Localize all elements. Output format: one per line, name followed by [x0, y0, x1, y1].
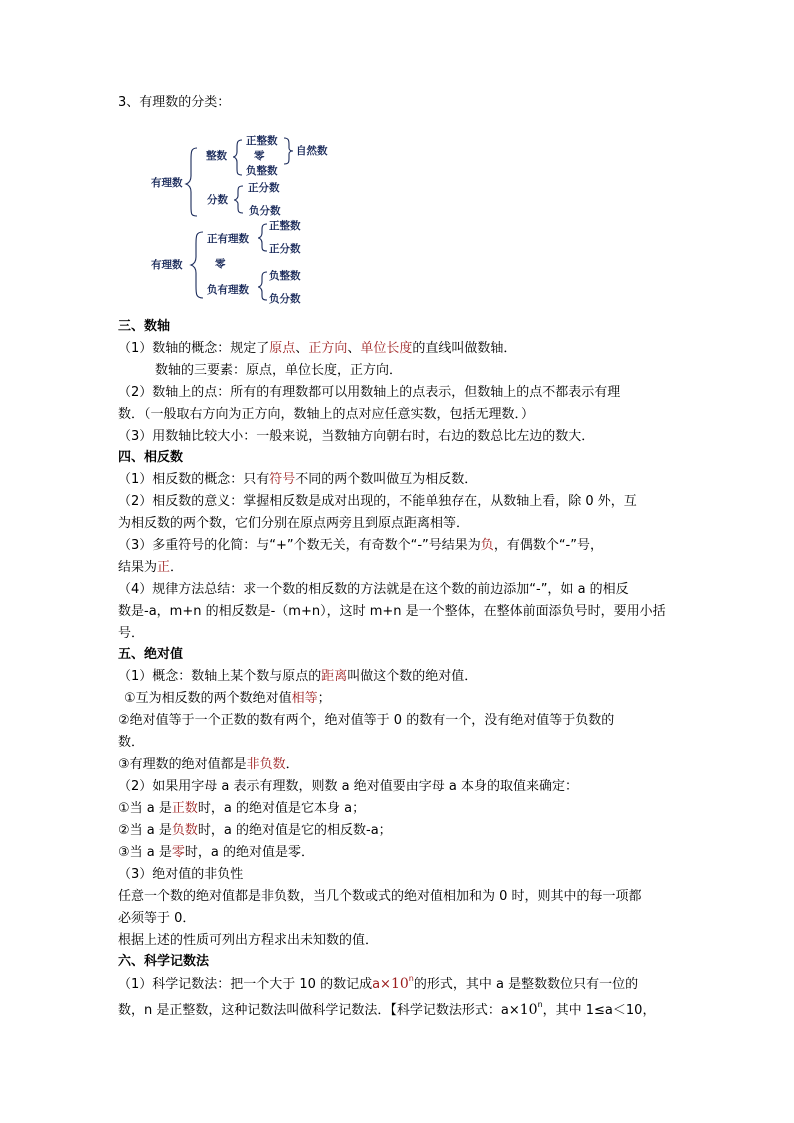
scientific-concept-1: （1）科学记数法：把一个大于 10 的数记成$a\times 10^n$的形式，其中 a 是整数数位只有一位的 — [118, 974, 639, 992]
number-line-compare: （3）用数轴比较大小：一般来说，当数轴方向朝右时，右边的数总比左边的数大． — [118, 429, 595, 444]
absolute-case-zero: ③当 a 是零时，a 的绝对值是零． — [118, 845, 315, 860]
opposite-summary-2: 数是-a，m+n 的相反数是-（m+n），这时 m+n 是一个整体，在整体前面添负号时，要用小括 — [118, 604, 666, 619]
d2-neg-frac: 负分数 — [269, 293, 301, 305]
d1-fraction: 分数 — [207, 194, 228, 206]
brace-root-1 — [186, 148, 197, 216]
absolute-concept: （1）概念：数轴上某个数与原点的距离叫做这个数的绝对值． — [118, 669, 478, 684]
brace-neg-rational — [258, 272, 267, 300]
number-line-elements: 数轴的三要素：原点，单位长度，正方向． — [155, 363, 403, 378]
brace-pos-rational — [258, 224, 267, 251]
brace-root-2 — [191, 232, 203, 298]
diagram-1-braces — [0, 0, 794, 310]
formula-a-times-10n: $a\times 10^n$ — [372, 974, 414, 992]
section-scientific-heading: 六、科学记数法 — [118, 954, 210, 969]
scientific-concept-2: 数，n 是正整数，这种记数法叫做科学记数法．【科学记数法形式：$a\times 10^n$，其中 1≤a＜10， — [118, 1000, 656, 1018]
absolute-rule-2a: ②绝对值等于一个正数的数有两个，绝对值等于 0 的数有一个，没有绝对值等于负数的 — [118, 713, 615, 728]
multiple-signs-1: （3）多重符号的化简：与“+”个数无关，有奇数个“-”号结果为负，有偶数个“-”号， — [118, 538, 603, 553]
brace-natural — [284, 138, 293, 164]
d1-neg-frac: 负分数 — [249, 205, 281, 217]
absolute-case-positive: ①当 a 是正数时，a 的绝对值是它本身 a； — [118, 801, 366, 816]
brace-fraction — [234, 186, 243, 213]
number-line-concept: （1）数轴的概念：规定了原点、正方向、单位长度的直线叫做数轴． — [118, 341, 517, 356]
d1-pos-frac: 正分数 — [248, 182, 280, 194]
absolute-nonneg-2: 必须等于 0． — [118, 911, 196, 926]
d1-neg-int: 负整数 — [246, 165, 278, 177]
d1-root: 有理数 — [151, 177, 183, 189]
opposite-meaning-2: 为相反数的两个数，它们分别在原点两旁且到原点距离相等． — [118, 516, 470, 531]
section-absolute-heading: 五、绝对值 — [118, 647, 184, 662]
d2-zero: 零 — [215, 258, 226, 270]
section-opposite-heading: 四、相反数 — [118, 450, 184, 465]
absolute-letter-intro: （2）如果用字母 a 表示有理数，则数 a 绝对值要由字母 a 本身的取值来确定： — [118, 779, 578, 794]
multiple-signs-2: 结果为正． — [118, 560, 184, 575]
d2-pos-frac: 正分数 — [269, 243, 301, 255]
d2-neg-rational: 负有理数 — [207, 284, 249, 296]
opposite-concept: （1）相反数的概念：只有符号不同的两个数叫做互为相反数． — [118, 472, 478, 487]
absolute-nonneg-title: （3）绝对值的非负性 — [118, 867, 244, 882]
absolute-rule-3: ③有理数的绝对值都是非负数． — [118, 757, 299, 772]
number-line-points-2: 数．（一般取右方向为正方向，数轴上的点对应任意实数，包括无理数．） — [118, 407, 535, 422]
number-line-points-1: （2）数轴上的点：所有的有理数都可以用数轴上的点表示，但数轴上的点不都表示有理 — [118, 385, 621, 400]
d2-neg-int: 负整数 — [269, 270, 301, 282]
brace-integer — [233, 140, 242, 175]
d2-pos-int: 正整数 — [269, 220, 301, 232]
d1-integer: 整数 — [206, 150, 227, 162]
section-3-title: 3、有理数的分类： — [118, 95, 231, 110]
d2-pos-rational: 正有理数 — [207, 233, 249, 245]
absolute-rule-2b: 数． — [118, 735, 145, 750]
absolute-rule-1: ①互为相反数的两个数绝对值相等； — [124, 691, 331, 706]
absolute-nonneg-1: 任意一个数的绝对值都是非负数，当几个数或式的绝对值相加和为 0 时，则其中的每一项都 — [118, 889, 642, 904]
d2-root: 有理数 — [151, 259, 183, 271]
opposite-summary-1: （4）规律方法总结：求一个数的相反数的方法就是在这个数的前边添加“-”，如 a 的相反 — [118, 582, 629, 597]
absolute-case-negative: ②当 a 是负数时，a 的绝对值是它的相反数-a； — [118, 823, 392, 838]
section-number-line-heading: 三、数轴 — [118, 319, 171, 334]
opposite-summary-3: 号． — [118, 626, 145, 641]
opposite-meaning-1: （2）相反数的意义：掌握相反数是成对出现的，不能单独存在，从数轴上看，除 0 外，互 — [118, 494, 637, 509]
d1-zero: 零 — [254, 150, 265, 162]
d1-natural: 自然数 — [296, 145, 328, 157]
d1-pos-int: 正整数 — [246, 135, 278, 147]
absolute-nonneg-3: 根据上述的性质可列出方程求出未知数的值． — [118, 933, 379, 948]
